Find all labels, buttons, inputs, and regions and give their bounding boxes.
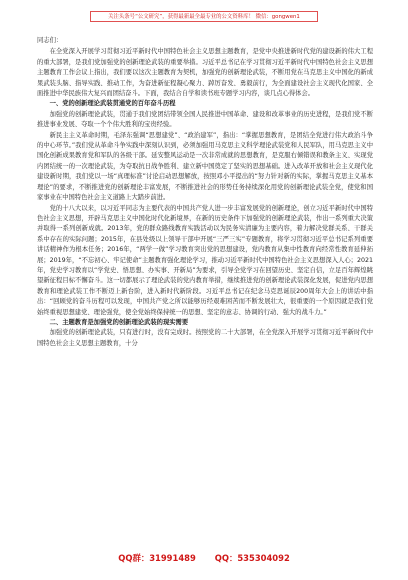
section-heading-1: 一、党的创新理论武装贯通党的百年奋斗历程 bbox=[49, 100, 176, 108]
paragraph-group-intro bbox=[37, 47, 373, 99]
footer-qq: QQ：535304092 bbox=[214, 553, 290, 563]
paragraph-group-section-2 bbox=[37, 328, 373, 349]
document-body bbox=[37, 36, 373, 349]
body-paragraph: 加强党的创新理论武装，只有进行时，没有完成时。按照党的二十大部署，在全党深入开展学习贯彻习近平新时代中国特色社会主义思想主题教育，十分 bbox=[37, 329, 373, 347]
body-paragraph: 在全党深入开展学习贯彻习近平新时代中国特色社会主义思想主题教育，是党中央推进新时代党的建设新的伟大工程的重大部署，是我们党加强党的创新理论武装的重要举措。习近平总书记在学习贯彻习近平新时代中国特色社会主义思想主题教育工作会议上指出，我们要以这次主题教育为契机，加强党的创新理论武装，不断用党在马克思主义中国化的新成果武装头脑、指导实践、推动工作，为奋进新征程凝心聚力、踔厉奋发、勇毅前行，为全面建设社会主义现代化国家、全面推进中华民族伟大复兴而团结奋斗。下面，我结合自学和读书班专题学习内容，谈几点心得体会。 bbox=[37, 48, 373, 98]
footer-qq-group: QQ群：31991489 bbox=[118, 553, 196, 563]
paragraph-group-section-1 bbox=[37, 110, 373, 318]
salutation: 同志们： bbox=[37, 37, 63, 44]
body-paragraph: 党的十八大以来，以习近平同志为主要代表的中国共产党人进一步丰富发展党的创新理论，创立习近平新时代中国特色社会主义思想，开辟马克思主义中国化时代化新境界，在新的历史条件下加强党的创新理论武装，作出一系列重大决策并取得一系列创新成就。2013年，党的群众路线教育实践活动以为民务实清廉为主要内容，着力解决党群关系、干群关系中存在的实际问题；2015年，在县处级以上领导干部中开展“三严三实”专题教育，将学习贯彻习近平总书记系列重要讲话精神作为根本任务；2016年，“两学一做”学习教育突出党的思想建设，党内教育从集中性教育向经常性教育延伸拓展；2019年，“不忘初心、牢记使命”主题教育强化理论学习，推动习近平新时代中国特色社会主义思想深入人心；2021年，党史学习教育以“学党史、悟思想、办实事、开新局”为要求，引导全党学习在回望历史、坚定自信，立足百年辉煌眺望新征程目标不懈奋斗。这一切都展示了理论武装的党内教育举措，继续推进党的创新理论武装深化发展，促进党内思想教育和理论武装工作不断迈上新台阶，进入新时代新阶段。习近平总书记在纪念马克思诞辰200周年大会上的讲话中指出：“回顾党的奋斗历程可以发现，中国共产党之所以能够历经艰难困苦而不断发展壮大，很重要的一个原因就是我们党始终重视思想建党、理论强党，使全党始终保持统一的思想、坚定的意志、协调的行动、强大的战斗力。” bbox=[37, 204, 373, 316]
footer-contact bbox=[0, 551, 408, 565]
section-heading-2: 二、主题教育是加强党的创新理论武装的现实需要 bbox=[49, 318, 189, 326]
body-paragraph: 新民主主义革命时期，毛泽东强调“思想建党”、“政治建军”，指出：“掌握思想教育，是团结全党进行伟大政治斗争的中心环节。”我们党从革命斗争实践中深刻认识到，必须加强用马克思主义科学理论武装党和人民军队，用马克思主义中国化创新成果教育党和军队的各级干部。延安整风运动是一次非常成就的思想教育，是克服右倾错误和教条主义、实现党内团结统一的一次理论武装，为夺取抗日战争胜利、建立新中国奠定了坚实的思想基础。进入改革开放和社会主义现代化建设新时期，我们党以一场“真理标准”讨论启动思想解放，按照邓小平提出的“努力针对新的实际，掌握马克思主义基本理论”的要求，不断推进党的创新理论丰富发展，不断推进社会的形势任务持续深化用党的创新理论武装全党，使党和国家事业在中国特色社会主义道路上大踏步前进。 bbox=[37, 131, 373, 202]
top-banner: 关注头条号“公文研究”，获得最新最全最专业的公文资料库！ 微信：gongwen1 bbox=[90, 11, 318, 22]
body-paragraph: 加强党的创新理论武装，贯通于我们党团结带领全国人民推进中国革命、建设和改革事业的历史进程，是我们党不断推进事业发展、夺取一个个伟大胜利的宝贵经验。 bbox=[37, 110, 373, 129]
